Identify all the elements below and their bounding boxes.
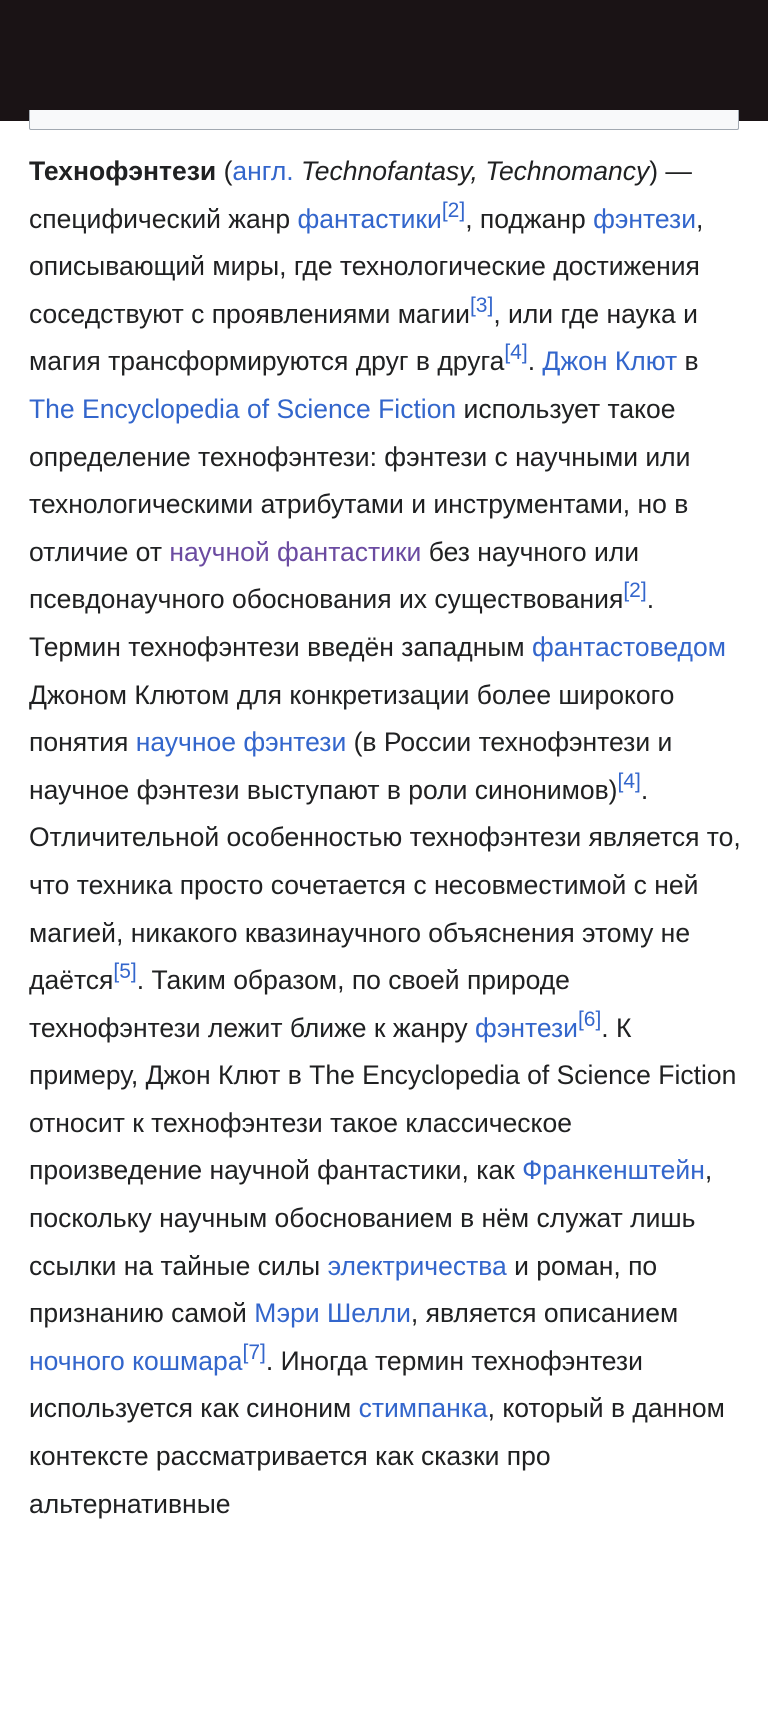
text-span: .	[527, 346, 543, 377]
ref-3[interactable]: [3]	[469, 293, 494, 317]
ref-6[interactable]: [6]	[577, 1007, 602, 1031]
text-span: в	[677, 346, 699, 377]
text-span: , поджанр	[465, 203, 594, 234]
text-span: . Термин технофэнтези введён западным	[29, 584, 655, 662]
ref-4[interactable]: [4]	[617, 769, 641, 793]
link-critic[interactable]: фантастоведом	[532, 631, 726, 662]
link-fantastika[interactable]: фантастики	[297, 203, 442, 234]
article-term: Технофэнтези	[29, 156, 217, 186]
ref-4[interactable]: [4]	[504, 341, 528, 365]
text-span: , является описанием	[410, 1298, 679, 1329]
link-nightmare[interactable]: ночного кошмара	[29, 1345, 243, 1376]
link-steampunk[interactable]: стимпанка	[358, 1393, 488, 1424]
text-span: , или где наука и магия трансформируются друг в друга	[29, 298, 698, 377]
link-encyclopedia[interactable]: The Encyclopedia of Science Fiction	[29, 393, 457, 424]
link-science-fantasy[interactable]: научное фэнтези	[135, 727, 347, 758]
text-span: без научного или псевдонаучного обоснования их существования	[29, 536, 640, 615]
text-span: . К примеру, Джон Клют в The Encyclopedia of Science Fiction относит к технофэнтези такое классическое произведение научной фантастики, как	[29, 1012, 737, 1186]
link-john-clute[interactable]: Джон Клют	[542, 346, 678, 377]
text-span: (в России технофэнтези и научное фэнтези выступают в роли синонимов)	[29, 727, 673, 805]
text-span: Джоном Клютом для конкретизации более широкого понятия	[29, 679, 675, 758]
collapsed-box-edge	[29, 110, 739, 130]
link-fantasy[interactable]: фэнтези	[593, 203, 697, 234]
link-frankenstein[interactable]: Франкенштейн	[522, 1155, 705, 1186]
ref-2[interactable]: [2]	[623, 579, 647, 603]
page-bottom-blank	[0, 1628, 768, 1713]
text-span: , поскольку научным обоснованием в нём служат лишь ссылки на тайные силы	[29, 1155, 713, 1281]
lang-abbr-link[interactable]: англ.	[232, 156, 294, 186]
text-span: , описывающий миры, где технологические достижения соседствуют с проявлениями магии	[29, 203, 704, 329]
ref-5[interactable]: [5]	[113, 960, 137, 984]
top-overlay-bar	[0, 0, 768, 121]
link-mary-shelley[interactable]: Мэри Шелли	[254, 1298, 411, 1329]
english-terms: Technofantasy, Technomancy	[293, 156, 650, 186]
text-span: , который в данном контексте рассматривается как сказки про альтернативные	[29, 1393, 725, 1519]
link-fantasy-2[interactable]: фэнтези	[475, 1012, 578, 1043]
article-paragraph	[29, 148, 741, 1528]
link-science-fiction[interactable]: научной фантастики	[169, 536, 422, 567]
text-span: (	[216, 156, 233, 186]
link-electricity[interactable]: электричества	[327, 1250, 507, 1281]
text-span: . Таким образом, по своей природе технофэнтези лежит ближе к жанру	[29, 965, 570, 1043]
ref-2[interactable]: [2]	[441, 198, 466, 222]
text-fade	[0, 1600, 768, 1628]
text-span: ) — специфический жанр	[29, 156, 692, 234]
text-span: и роман, по признанию самой	[29, 1250, 658, 1329]
text-span: . Иногда термин технофэнтези используется как синоним	[29, 1345, 643, 1424]
ref-7[interactable]: [7]	[242, 1340, 266, 1364]
text-span: использует такое определение технофэнтези: фэнтези с научными или технологическими атрибутами и инструментами, но в отличие от	[29, 393, 691, 567]
text-span: . Отличительной особенностью технофэнтези является то, что техника просто сочетается с несовместимой с ней магией, никакого квазинаучного объяснения этому не даётся	[29, 774, 741, 996]
